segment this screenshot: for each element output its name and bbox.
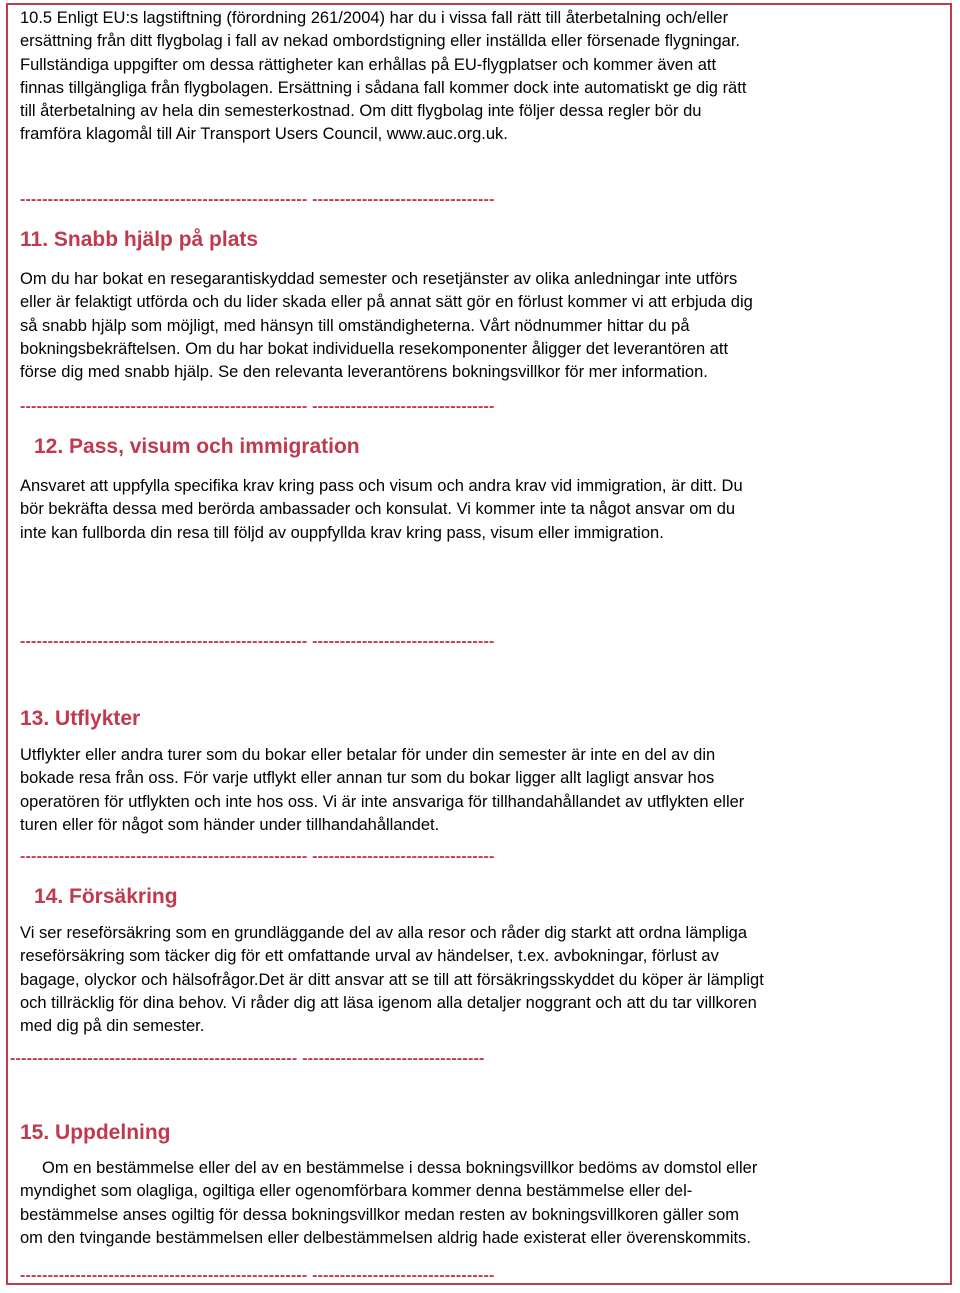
body-line: och tillräcklig för dina behov. Vi råder dig att läsa igenom alla detaljer noggrant och att du tar villkoren bbox=[20, 993, 757, 1012]
section-separator: ---------------------------------------------------- --------------------------------- bbox=[20, 848, 495, 865]
body-line: förse dig med snabb hjälp. Se den relevanta leverantörens bokningsvillkor för mer information. bbox=[20, 363, 708, 382]
body-line: bokningsbekräftelsen. Om du har bokat individuella resekomponenter åligger det leverantören att bbox=[20, 339, 729, 358]
body-line: Vi ser reseförsäkring som en grundläggande del av alla resor och råder dig starkt att ordna lämpliga bbox=[20, 924, 748, 942]
body-line: Utflykter eller andra turer som du bokar eller betalar för under din semester är inte en del av din bbox=[20, 746, 716, 764]
body-line: reseförsäkring som täcker dig för ett omfattande urval av händelser, t.ex. avbokningar, förlust av bbox=[20, 947, 719, 966]
intro-line: Fullständiga uppgifter om dessa rättigheter kan erhållas på EU-flygplatser och kommer även att bbox=[20, 55, 717, 74]
body-line: inte kan fullborda din resa till följd av ouppfyllda krav kring pass, visum eller immigration. bbox=[20, 523, 664, 542]
body-line: om den tvingande bestämmelsen eller delbestämmelsen aldrig hade existerat eller överenskommits. bbox=[20, 1228, 751, 1247]
section-body-14 bbox=[20, 922, 940, 1038]
body-line: bokade resa från oss. För varje utflykt eller annan tur som du bokar ligger allt lagligt ansvar hos bbox=[20, 769, 715, 788]
section-separator: ---------------------------------------------------- --------------------------------- bbox=[20, 1267, 495, 1284]
section-body-12 bbox=[20, 475, 940, 545]
intro-line: framföra klagomål till Air Transport Users Council, www.auc.org.uk. bbox=[20, 125, 508, 144]
intro-line: 10.5 Enligt EU:s lagstiftning (förordning 261/2004) har du i vissa fall rätt till återbetalning och/eller bbox=[20, 9, 729, 27]
intro-paragraph bbox=[20, 7, 940, 147]
intro-line: till återbetalning av hela din semesterkostnad. Om ditt flygbolag inte följer dessa regler bör du bbox=[20, 102, 702, 121]
body-line: turen eller för något som händer under tillhandahållandet. bbox=[20, 815, 440, 834]
body-line: myndighet som olagliga, ogiltiga eller ogenomförbara kommer denna bestämmelse eller del- bbox=[20, 1182, 693, 1201]
section-separator: ---------------------------------------------------- --------------------------------- bbox=[20, 398, 495, 415]
body-line: med dig på din semester. bbox=[20, 1017, 205, 1036]
body-line: bestämmelse anses ogiltig för dessa bokningsvillkor medan resten av bokningsvillkoren gäller som bbox=[20, 1205, 740, 1224]
body-line: Om en bestämmelse eller del av en bestämmelse i dessa bokningsvillkor bedöms av domstol eller bbox=[42, 1159, 758, 1177]
section-heading-14: 14. Försäkring bbox=[34, 885, 178, 908]
body-line: bör bekräfta dessa med berörda ambassader och konsulat. Vi kommer inte ta något ansvar om du bbox=[20, 500, 736, 519]
document-page bbox=[6, 3, 952, 1285]
body-line: Om du har bokat en resegarantiskyddad semester och resetjänster av olika anledningar inte utförs bbox=[20, 270, 738, 288]
intro-line: ersättning från ditt flygbolag i fall av nekad ombordstigning eller inställda eller försenade flygningar. bbox=[20, 32, 741, 51]
intro-line: finnas tillgängliga från flygbolagen. Ersättning i sådana fall kommer dock inte automatiskt ge dig rätt bbox=[20, 78, 747, 97]
section-body-13 bbox=[20, 744, 940, 837]
section-separator: ---------------------------------------------------- --------------------------------- bbox=[20, 191, 495, 208]
section-body-15 bbox=[20, 1157, 940, 1250]
section-heading-13: 13. Utflykter bbox=[20, 707, 141, 730]
body-line: så snabb hjälp som möjligt, med hänsyn till omständigheterna. Vårt nödnummer hittar du på bbox=[20, 316, 690, 335]
section-heading-11: 11. Snabb hjälp på plats bbox=[20, 228, 259, 251]
body-line: Ansvaret att uppfylla specifika krav kring pass och visum och andra krav vid immigration, är ditt. Du bbox=[20, 477, 743, 495]
section-separator: ---------------------------------------------------- --------------------------------- bbox=[10, 1050, 485, 1067]
body-line: eller är felaktigt utförda och du lider skada eller på annat sätt gör en förlust kommer vi att erbjuda dig bbox=[20, 293, 753, 312]
section-body-11 bbox=[20, 268, 940, 384]
body-line: operatören för utflykten och inte hos oss. Vi är inte ansvariga för tillhandahållandet av utflykten eller bbox=[20, 792, 745, 811]
section-heading-12: 12. Pass, visum och immigration bbox=[34, 435, 360, 458]
section-heading-15: 15. Uppdelning bbox=[20, 1121, 171, 1144]
section-separator: ---------------------------------------------------- --------------------------------- bbox=[20, 633, 495, 650]
body-line: bagage, olyckor och hälsofrågor.Det är ditt ansvar att se till att försäkringsskyddet du köper är lämpligt bbox=[20, 970, 764, 989]
